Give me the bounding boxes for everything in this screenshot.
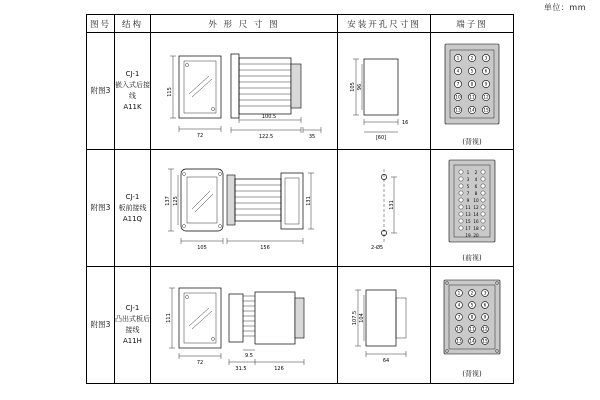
svg-text:9: 9 <box>483 314 487 319</box>
fig-no-label-1: 附图3 <box>90 86 111 95</box>
dim-104: 104 <box>358 312 365 323</box>
svg-text:2: 2 <box>470 290 474 295</box>
svg-text:19: 19 <box>465 232 471 238</box>
svg-text:7: 7 <box>466 190 470 196</box>
svg-text:4: 4 <box>474 176 478 182</box>
dim-100-5: 100.5 <box>261 113 277 120</box>
structure-cell-1 <box>114 33 150 150</box>
outline-drawing-3 <box>151 268 337 383</box>
svg-text:13: 13 <box>465 211 471 217</box>
svg-text:9: 9 <box>484 81 488 87</box>
structure-code-2: A11Q <box>122 214 143 223</box>
fig-no-cell-3 <box>87 267 115 384</box>
svg-text:5: 5 <box>470 302 474 307</box>
hole-drawing-1 <box>338 34 430 149</box>
svg-text:5: 5 <box>466 183 470 189</box>
dim-156: 156 <box>260 244 270 251</box>
svg-text:5: 5 <box>470 68 474 74</box>
svg-text:1: 1 <box>456 55 460 61</box>
outline-cell-1 <box>150 33 337 150</box>
svg-text:4: 4 <box>456 68 460 74</box>
svg-text:11: 11 <box>469 94 475 100</box>
svg-text:6: 6 <box>474 183 478 189</box>
dim-72b: 72 <box>196 359 204 366</box>
dim-9-5: 9.5 <box>245 352 253 359</box>
dim-105b: 105 <box>197 244 207 251</box>
outline-cell-3 <box>150 267 337 384</box>
terminal-drawing-2 <box>431 154 513 252</box>
svg-text:6: 6 <box>483 302 487 307</box>
hole-drawing-3 <box>338 268 430 383</box>
dim-131b: 131 <box>388 199 395 210</box>
fig-no-cell-2 <box>87 150 115 267</box>
dim-16: 16 <box>401 119 409 126</box>
dim-105: 105 <box>349 81 356 92</box>
dim-31-5: 31.5 <box>235 365 247 372</box>
dim-125: 125 <box>172 195 179 206</box>
dim-137: 137 <box>164 195 171 206</box>
svg-text:11: 11 <box>469 326 475 331</box>
svg-text:10: 10 <box>473 197 479 203</box>
dim-107-5: 107.5 <box>351 310 358 325</box>
table-row <box>87 267 514 384</box>
structure-text-1: 嵌入式后接线 <box>114 81 150 100</box>
svg-text:12: 12 <box>482 326 488 331</box>
svg-text:13: 13 <box>455 107 461 113</box>
structure-model-2: CJ-1 <box>125 192 140 201</box>
table-row <box>87 33 514 150</box>
outline-drawing-2 <box>151 151 337 266</box>
structure-cell-2 <box>114 150 150 267</box>
svg-text:20: 20 <box>473 232 479 238</box>
dim-2-phi-5: 2-Ø5 <box>370 244 384 251</box>
table-row <box>87 150 514 267</box>
svg-text:3: 3 <box>483 290 487 295</box>
svg-text:1: 1 <box>457 290 461 295</box>
structure-model-1: CJ-1 <box>125 70 140 78</box>
svg-text:7: 7 <box>456 81 460 87</box>
svg-text:2: 2 <box>470 55 474 61</box>
svg-text:10: 10 <box>455 94 461 100</box>
header-hole: 安装开孔尺寸图 <box>337 15 430 33</box>
structure-code-3: A11H <box>122 337 142 345</box>
dim-126: 126 <box>274 365 284 372</box>
svg-text:14: 14 <box>473 211 479 217</box>
header-outline: 外 形 尺 寸 图 <box>150 15 337 33</box>
svg-text:2: 2 <box>474 169 478 175</box>
svg-text:16: 16 <box>473 218 479 224</box>
terminal-cell-3 <box>430 267 513 384</box>
svg-text:8: 8 <box>470 314 474 319</box>
svg-text:18: 18 <box>473 225 479 231</box>
svg-text:9: 9 <box>466 197 470 203</box>
header-fig-no: 图号 <box>87 15 115 33</box>
fig-no-label-3: 附图3 <box>90 320 111 329</box>
structure-model-3: CJ-1 <box>125 304 140 312</box>
fig-no-label-2: 附图3 <box>90 203 111 212</box>
svg-text:3: 3 <box>484 55 488 61</box>
hole-cell-1 <box>337 33 430 150</box>
hole-drawing-2 <box>338 151 430 266</box>
structure-text-3: 凸出式板后接线 <box>114 315 150 334</box>
terminal-drawing-3 <box>431 272 513 368</box>
outline-drawing-1 <box>151 34 337 149</box>
header-terminal: 端子图 <box>430 15 513 33</box>
svg-text:12: 12 <box>473 204 479 210</box>
svg-text:7: 7 <box>457 314 461 319</box>
terminal-drawing-1 <box>431 36 513 136</box>
svg-text:6: 6 <box>484 68 488 74</box>
svg-text:17: 17 <box>465 225 471 231</box>
svg-text:4: 4 <box>457 302 461 307</box>
terminal-cell-1 <box>430 33 513 150</box>
table-header-row <box>87 15 514 33</box>
svg-text:1: 1 <box>466 169 470 175</box>
terminal-caption-2: (前视) <box>462 253 482 262</box>
dim-60: [60] <box>375 134 387 141</box>
terminal-cell-2 <box>430 150 513 267</box>
outline-cell-2 <box>150 150 337 267</box>
unit-note: 单位：mm <box>543 3 586 12</box>
structure-cell-3 <box>114 267 150 384</box>
dim-115: 115 <box>166 86 173 97</box>
svg-text:14: 14 <box>469 107 475 113</box>
svg-text:15: 15 <box>482 338 488 343</box>
hole-cell-3 <box>337 267 430 384</box>
svg-text:8: 8 <box>474 190 478 196</box>
svg-text:12: 12 <box>483 94 489 100</box>
dim-64: 64 <box>382 357 390 364</box>
svg-text:8: 8 <box>470 81 474 87</box>
structure-text-2: 板前接线 <box>118 203 147 212</box>
svg-text:14: 14 <box>469 338 475 343</box>
svg-text:13: 13 <box>456 338 462 343</box>
dim-111: 111 <box>165 312 172 323</box>
header-structure: 结构 <box>114 15 150 33</box>
svg-text:15: 15 <box>483 107 489 113</box>
dim-122-5: 122.5 <box>258 133 274 140</box>
hole-cell-2 <box>337 150 430 267</box>
structure-code-1: A11K <box>123 103 142 111</box>
svg-text:15: 15 <box>465 218 471 224</box>
dim-131: 131 <box>305 195 312 206</box>
terminal-caption-3: (背视) <box>462 369 482 378</box>
svg-text:11: 11 <box>465 204 471 210</box>
dim-35: 35 <box>308 133 316 140</box>
dim-96: 96 <box>356 83 363 90</box>
terminal-caption-1: (背视) <box>462 137 482 146</box>
svg-text:3: 3 <box>466 176 470 182</box>
dim-72: 72 <box>196 132 204 139</box>
svg-text:10: 10 <box>456 326 462 331</box>
spec-table <box>86 14 514 384</box>
fig-no-cell-1 <box>87 33 115 150</box>
